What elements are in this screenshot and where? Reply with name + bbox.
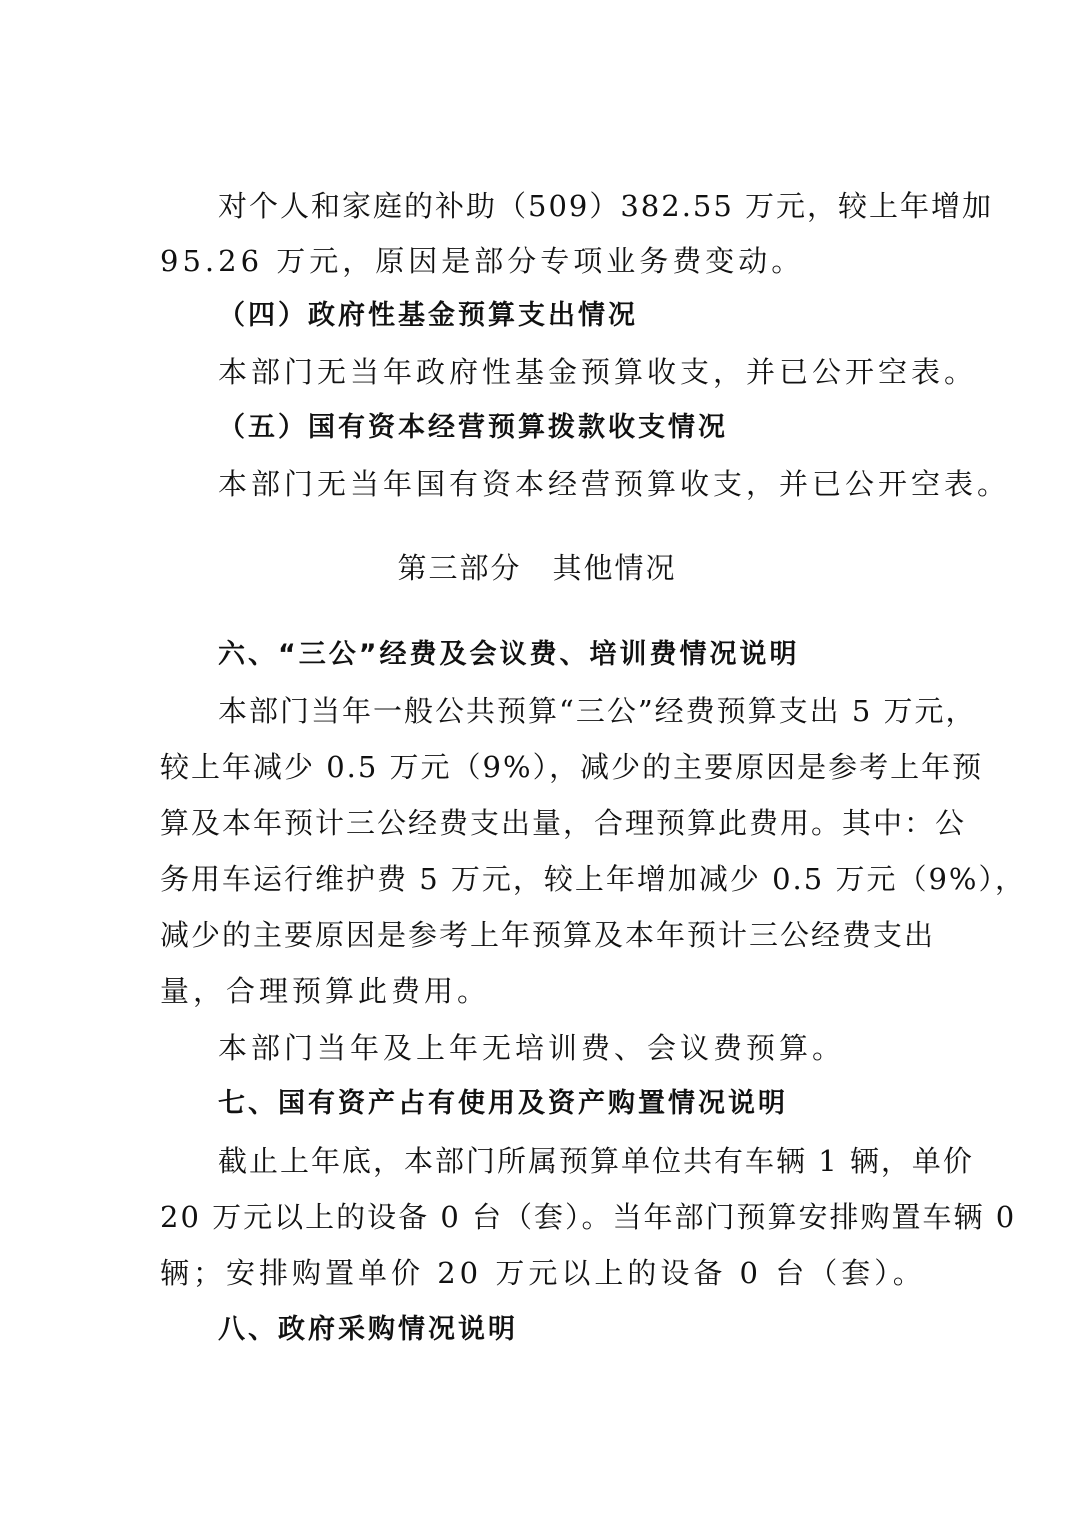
part-title: 第三部分 其他情况 bbox=[397, 551, 677, 585]
section-heading-seven: 七、国有资产占有使用及资产购置情况说明 bbox=[218, 1088, 788, 1119]
section-heading-six: 六、“三公”经费及会议费、培训费情况说明 bbox=[218, 639, 800, 670]
paragraph-line: 减少的主要原因是参考上年预算及本年预计三公经费支出 bbox=[160, 918, 936, 952]
paragraph-line: 量，合理预算此费用。 bbox=[160, 974, 491, 1008]
paragraph-line: 本部门当年一般公共预算“三公”经费预算支出 5 万元， bbox=[218, 694, 977, 728]
paragraph-line: 本部门当年及上年无培训费、会议费预算。 bbox=[218, 1031, 846, 1065]
paragraph-line: 辆；安排购置单价 20 万元以上的设备 0 台（套）。 bbox=[160, 1256, 926, 1290]
paragraph-line: 较上年减少 0.5 万元（9%），减少的主要原因是参考上年预 bbox=[160, 750, 984, 784]
paragraph-line: 本部门无当年政府性基金预算收支，并已公开空表。 bbox=[218, 355, 978, 389]
paragraph-line: 截止上年底，本部门所属预算单位共有车辆 1 辆，单价 bbox=[218, 1144, 974, 1178]
paragraph-line: 20 万元以上的设备 0 台（套）。当年部门预算安排购置车辆 0 bbox=[160, 1200, 1017, 1234]
subheading-five: （五）国有资本经营预算拨款收支情况 bbox=[218, 412, 728, 443]
paragraph-line: 对个人和家庭的补助（509）382.55 万元，较上年增加 bbox=[218, 189, 994, 223]
paragraph-line: 95.26 万元，原因是部分专项业务费变动。 bbox=[160, 244, 805, 278]
paragraph-line: 算及本年预计三公经费支出量，合理预算此费用。其中：公 bbox=[160, 806, 967, 840]
paragraph-line: 本部门无当年国有资本经营预算收支，并已公开空表。 bbox=[218, 467, 1011, 501]
subheading-four: （四）政府性基金预算支出情况 bbox=[218, 300, 638, 331]
section-heading-eight: 八、政府采购情况说明 bbox=[218, 1314, 518, 1345]
paragraph-line: 务用车运行维护费 5 万元，较上年增加减少 0.5 万元（9%）， bbox=[160, 862, 1026, 896]
